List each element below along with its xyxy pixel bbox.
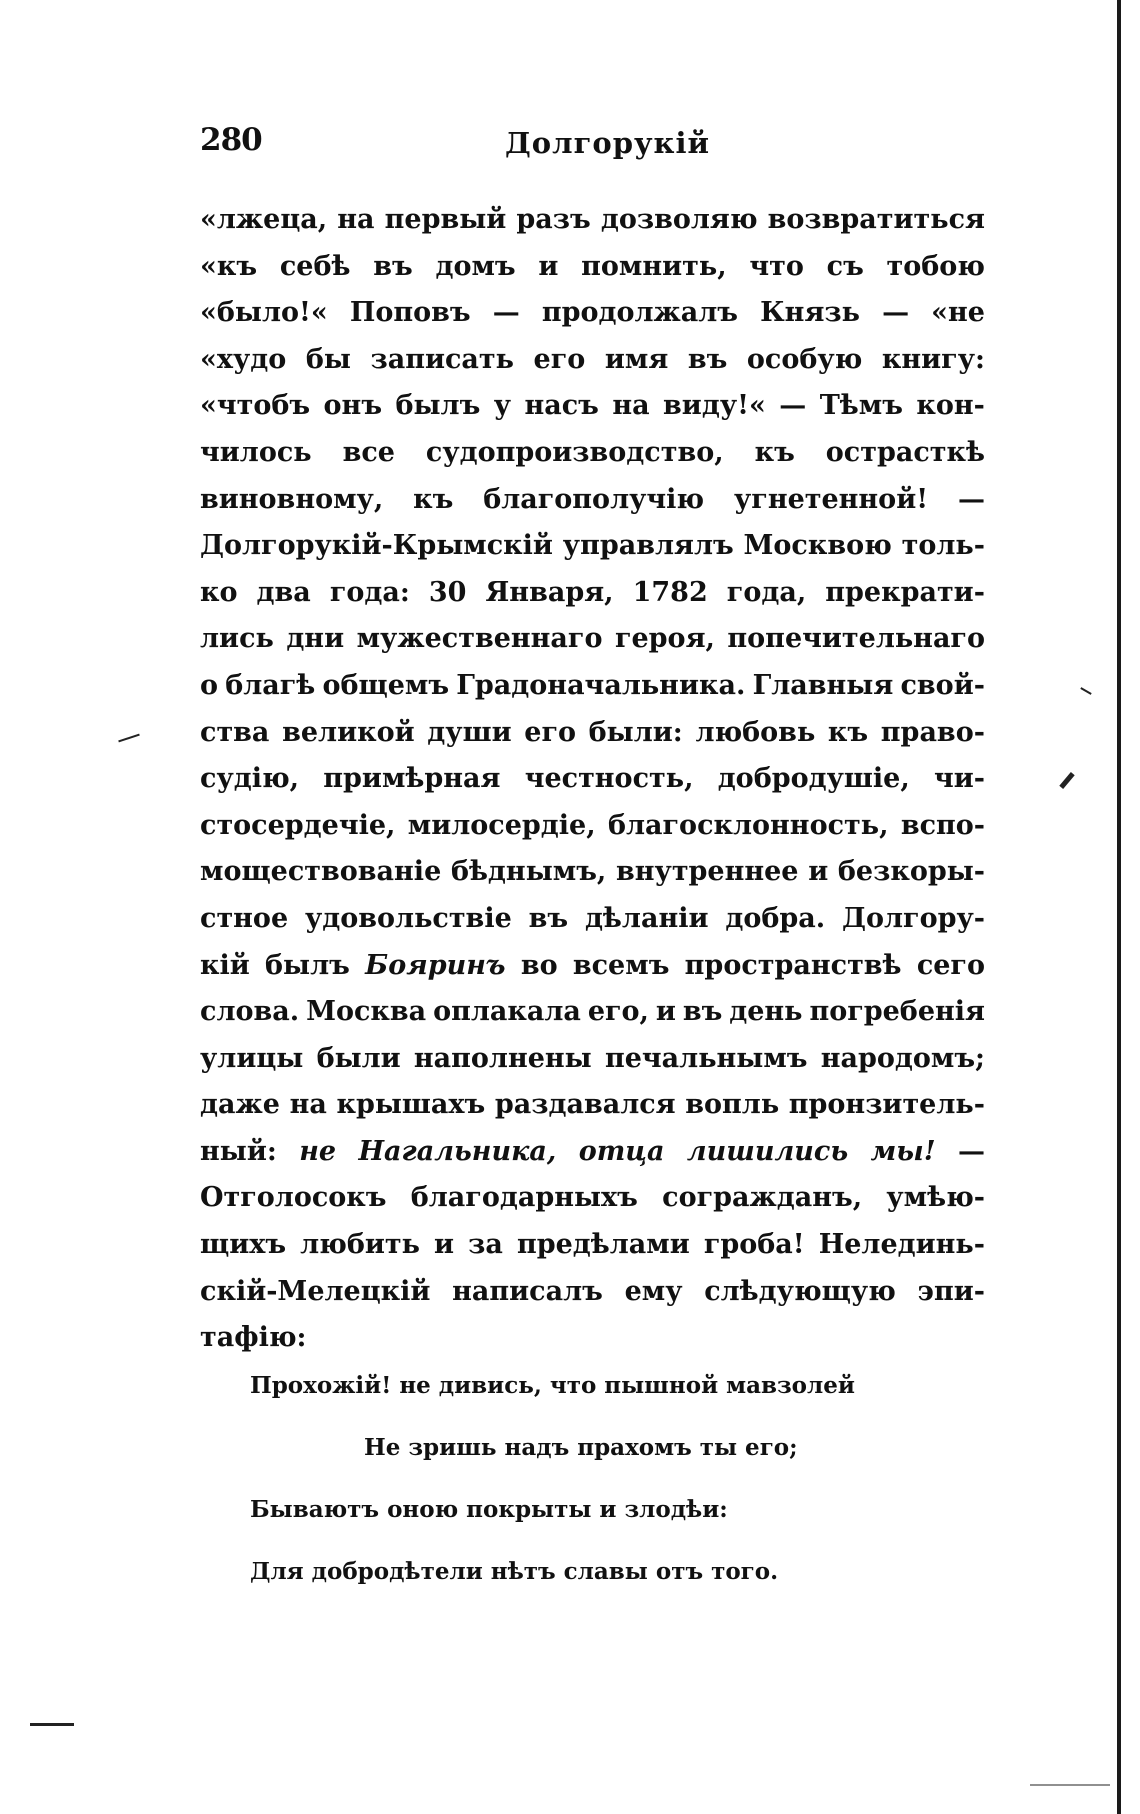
body-paragraph	[200, 197, 985, 1362]
word: въ	[687, 343, 728, 375]
word: «было!«	[200, 297, 328, 329]
word: на	[337, 204, 375, 235]
word: лишились	[686, 1135, 849, 1167]
word: —	[779, 390, 807, 422]
word: улицы	[200, 1042, 304, 1074]
word: оплакала	[433, 996, 581, 1028]
word: Нелединь-	[818, 1229, 985, 1261]
word: и	[655, 996, 676, 1028]
epitaph-verse	[250, 1355, 950, 1603]
word: право-	[880, 716, 985, 748]
word: моществованіе	[200, 856, 442, 888]
word: пространствѣ	[684, 949, 902, 981]
word: толь-	[901, 530, 985, 562]
text-line	[200, 337, 985, 384]
text-line	[200, 570, 985, 617]
word: его	[533, 343, 586, 375]
word: любовь	[695, 716, 816, 748]
word: души	[427, 716, 512, 748]
word: за	[468, 1229, 503, 1261]
word: благѣ	[225, 669, 316, 701]
word: всемъ	[572, 949, 670, 981]
text-line	[200, 197, 985, 244]
word: благодарныхъ	[410, 1182, 638, 1214]
word: пронзитель-	[788, 1089, 985, 1121]
word: не	[299, 1135, 337, 1167]
word: слова.	[200, 996, 300, 1028]
verse-line: Не зришь надъ прахомъ ты его;	[364, 1434, 798, 1461]
word: раздавался	[494, 1089, 676, 1121]
word: года,	[726, 576, 807, 608]
margin-mark	[1030, 1784, 1110, 1786]
word: стосердечіе,	[200, 809, 396, 841]
text-line	[200, 244, 985, 291]
word: и	[808, 856, 829, 888]
word: съ	[826, 250, 864, 282]
word: —	[958, 1135, 985, 1167]
word: судію,	[200, 763, 300, 795]
margin-mark	[1059, 772, 1074, 789]
word: 1782	[632, 576, 708, 608]
word: свой-	[900, 669, 985, 701]
text-line	[200, 803, 985, 850]
word: лись	[200, 623, 274, 655]
word: насъ	[524, 390, 599, 422]
word: особую	[746, 343, 863, 375]
word: Градоначальника.	[456, 669, 746, 701]
word: героя,	[614, 623, 715, 655]
word: къ	[827, 716, 869, 748]
word: были:	[588, 716, 683, 748]
word: имя	[604, 343, 669, 375]
word: прекрати-	[825, 576, 985, 608]
word: написалъ	[452, 1275, 603, 1307]
word: разъ	[516, 204, 591, 235]
word: и	[434, 1229, 455, 1261]
word: его,	[587, 996, 649, 1028]
word: къ	[413, 483, 454, 515]
word: продолжалъ	[541, 297, 739, 329]
word: ный:	[200, 1135, 277, 1167]
word: дѣланіи	[584, 902, 709, 934]
page-header	[200, 122, 985, 172]
word: у	[493, 390, 512, 422]
word: его	[524, 716, 577, 748]
word: Бояринъ	[365, 949, 506, 981]
word: Долгорукій-Крымскій	[200, 530, 553, 562]
word: 30	[428, 576, 467, 608]
word: «чтобъ	[200, 390, 311, 422]
word: бѣднымъ,	[450, 856, 607, 888]
word: два	[256, 576, 311, 608]
word: кій	[200, 949, 250, 981]
word: вспо-	[900, 809, 985, 841]
word: общемъ	[322, 669, 450, 701]
word: дни	[286, 623, 345, 655]
word: добродушіе,	[717, 763, 910, 795]
text-line	[200, 477, 985, 524]
word: —	[492, 297, 520, 329]
text-line	[200, 756, 985, 803]
word: Нагальника,	[358, 1135, 557, 1167]
word: великой	[282, 716, 415, 748]
word: сего	[916, 949, 985, 981]
word: Тѣмъ	[819, 390, 903, 422]
word: чи-	[933, 763, 985, 795]
word: Января,	[485, 576, 614, 608]
word: виду!«	[663, 390, 766, 422]
margin-mark	[30, 1723, 74, 1726]
word: примѣрная	[323, 763, 501, 795]
text-line	[200, 663, 985, 710]
word: въ	[373, 250, 413, 282]
word: книгу:	[881, 343, 985, 375]
margin-mark	[118, 734, 140, 743]
word: о	[200, 669, 219, 701]
word: чилось	[200, 436, 312, 468]
word: щихъ	[200, 1229, 287, 1261]
verse-line: Для добродѣтели нѣтъ славы отъ того.	[250, 1558, 779, 1585]
text-line	[200, 1269, 985, 1316]
running-head: Долгорукій	[505, 126, 710, 160]
word: мы!	[870, 1135, 936, 1167]
word: любить	[300, 1229, 420, 1261]
word: Москвою	[743, 530, 892, 562]
word: управлялъ	[562, 530, 734, 562]
text-line	[200, 1175, 985, 1222]
word: все	[342, 436, 395, 468]
word: тобою	[886, 250, 985, 282]
word: Князь	[760, 297, 860, 329]
word: даже	[200, 1089, 280, 1121]
word: безкоры-	[837, 856, 985, 888]
text-line	[200, 943, 985, 990]
word: домъ	[435, 250, 516, 282]
word: попечительнаго	[727, 623, 985, 655]
margin-mark	[1080, 687, 1091, 695]
word: и	[538, 250, 559, 282]
word: наполнены	[413, 1042, 592, 1074]
word: въ	[528, 902, 569, 934]
word: милосердіе,	[407, 809, 596, 841]
word: Главныя	[752, 669, 894, 701]
word: «къ	[200, 250, 258, 282]
word: «не	[931, 297, 985, 329]
word: во	[520, 949, 558, 981]
word: судопроизводство,	[425, 436, 724, 468]
word: къ	[754, 436, 795, 468]
word: печальнымъ	[604, 1042, 808, 1074]
verse-line: Прохожій! не дивись, что пышной мавзолей	[250, 1372, 855, 1399]
word: слѣдующую	[704, 1275, 896, 1307]
word: помнить,	[581, 250, 727, 282]
word: благосклонность,	[607, 809, 889, 841]
text-line	[200, 616, 985, 663]
word: эпи-	[917, 1275, 985, 1307]
word: что	[749, 250, 804, 282]
word: ко	[200, 576, 238, 608]
word: на	[612, 390, 650, 422]
word: умѣю-	[886, 1182, 985, 1214]
word: первый	[384, 204, 507, 235]
word: возвратиться	[767, 204, 985, 235]
text-line	[200, 383, 985, 430]
page-edge-shadow	[1117, 0, 1121, 1814]
word: —	[882, 297, 910, 329]
word: записать	[370, 343, 514, 375]
word: Отголосокъ	[200, 1182, 387, 1214]
word: тафію:	[200, 1322, 307, 1354]
word: честность,	[524, 763, 694, 795]
text-line	[200, 523, 985, 570]
word: день	[729, 996, 803, 1028]
word: благополучію	[483, 483, 705, 515]
word: скій-Мелецкій	[200, 1275, 431, 1307]
word: согражданъ,	[662, 1182, 863, 1214]
text-line	[200, 1036, 985, 1083]
word: были	[316, 1042, 401, 1074]
word: бы	[305, 343, 351, 375]
text-line	[200, 989, 985, 1036]
word: года:	[329, 576, 410, 608]
word: угнетенной!	[733, 483, 929, 515]
word: предѣлами	[516, 1229, 690, 1261]
word: ему	[624, 1275, 683, 1307]
word: кон-	[916, 390, 985, 422]
word: крышахъ	[336, 1089, 486, 1121]
text-line	[200, 849, 985, 896]
word: народомъ;	[820, 1042, 985, 1074]
text-line	[200, 710, 985, 757]
word: стное	[200, 902, 289, 934]
word: былъ	[265, 949, 350, 981]
word: былъ	[395, 390, 481, 422]
word: «лжеца,	[200, 204, 328, 235]
text-line	[200, 1129, 985, 1176]
word: въ	[682, 996, 723, 1028]
word: ства	[200, 716, 270, 748]
word: себѣ	[279, 250, 351, 282]
word: погребенія	[809, 996, 985, 1028]
word: гроба!	[703, 1229, 805, 1261]
word: —	[957, 483, 985, 515]
text-line	[200, 290, 985, 337]
word: Москва	[306, 996, 427, 1028]
word: на	[289, 1089, 327, 1121]
word: вопль	[685, 1089, 780, 1121]
word: дозволяю	[600, 204, 758, 235]
page-number: 280	[200, 122, 262, 158]
word: отца	[578, 1135, 665, 1167]
word: виновному,	[200, 483, 384, 515]
verse-line: Бываютъ оною покрыты и злодѣи:	[250, 1496, 728, 1523]
word: внутреннее	[616, 856, 799, 888]
word: Долгору-	[841, 902, 985, 934]
text-line	[200, 1082, 985, 1129]
text-line	[200, 896, 985, 943]
text-line	[200, 430, 985, 477]
word: мужественнаго	[356, 623, 603, 655]
word: «худо	[200, 343, 287, 375]
text-line	[200, 1222, 985, 1269]
word: онъ	[323, 390, 383, 422]
word: удовольствіе	[304, 902, 512, 934]
word: Поповъ	[349, 297, 471, 329]
word: добра.	[725, 902, 826, 934]
word: острасткѣ	[825, 436, 985, 468]
